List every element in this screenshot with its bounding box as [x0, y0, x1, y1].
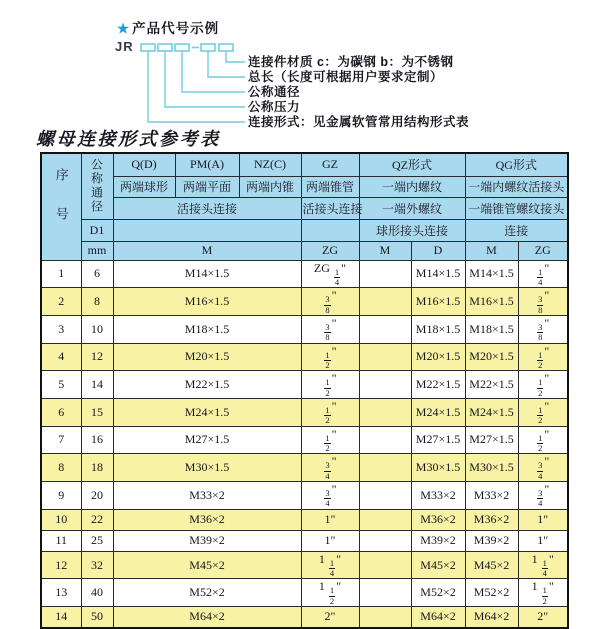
cell-dn: 20: [81, 482, 113, 510]
connector-material: [226, 51, 245, 62]
cell-dn: 50: [81, 607, 113, 628]
cell-dn: 18: [81, 454, 113, 482]
cell-qz-d: M27×1.5: [411, 426, 465, 454]
cell-qg-m: M64×2: [465, 607, 518, 628]
cell-dn: 15: [81, 398, 113, 426]
cell-seq: 7: [41, 426, 81, 454]
table-body: [41, 260, 568, 628]
cell-seq: 8: [41, 454, 81, 482]
connector-pressure: [165, 51, 245, 107]
cell-m: M30×1.5: [113, 454, 301, 482]
label-pressure: 公称压力: [248, 100, 301, 114]
code-example-heading: [117, 17, 219, 37]
code-box-1: [141, 44, 155, 51]
header-blank-gz: [301, 219, 359, 241]
connector-diameter: [182, 51, 245, 92]
cell-dn: 14: [81, 371, 113, 399]
table-row: [41, 288, 568, 316]
cell-seq: 2: [41, 288, 81, 316]
label-diameter: 公称通径: [248, 85, 301, 99]
cell-qz-m: [359, 551, 411, 579]
label-length: 总长（长度可根据用户要求定制）: [248, 70, 444, 84]
cell-m: M39×2: [113, 530, 301, 551]
cell-dn: 8: [81, 288, 113, 316]
cell-qz-m: [359, 315, 411, 343]
cell-qz-m: [359, 607, 411, 628]
cell-seq: 6: [41, 398, 81, 426]
cell-qz-d: M39×2: [411, 530, 465, 551]
cell-qg-zg: $\frac{3}{8}$ ": [518, 315, 568, 343]
cell-qg-m: M22×1.5: [465, 371, 518, 399]
cell-seq: 1: [41, 260, 81, 288]
cell-qz-d: M18×1.5: [411, 315, 465, 343]
cell-qg-zg: $\frac{3}{4}$ ": [518, 454, 568, 482]
code-box-2: [158, 44, 172, 51]
cell-gz-zg: 1": [301, 530, 359, 551]
cell-qg-m: M27×1.5: [465, 426, 518, 454]
cell-gz-zg: $\frac{3}{8}$ ": [301, 288, 359, 316]
table-row: [41, 454, 568, 482]
cell-qz-d: M33×2: [411, 482, 465, 510]
table-header: [41, 153, 568, 260]
cell-qz-m: [359, 426, 411, 454]
header-qg-desc2: 一端锥管螺纹接头: [465, 197, 568, 219]
cell-seq: 4: [41, 343, 81, 371]
cell-m: M33×2: [113, 482, 301, 510]
cell-gz-zg: $\frac{1}{2}$ ": [301, 343, 359, 371]
cell-qg-m: M20×1.5: [465, 343, 518, 371]
cell-seq: 14: [41, 607, 81, 628]
cell-qg-zg: $\frac{1}{2}$ ": [518, 343, 568, 371]
code-prefix: JR: [115, 39, 134, 54]
cell-qz-d: M30×1.5: [411, 454, 465, 482]
star-icon: ★: [117, 21, 131, 36]
header-qg-desc1: 一端内螺纹活接头: [465, 176, 568, 197]
cell-gz-zg: $\frac{3}{8}$ ": [301, 315, 359, 343]
cell-qg-m: M30×1.5: [465, 454, 518, 482]
table-row: [41, 371, 568, 399]
header-dn: 公称通径: [81, 153, 113, 219]
cell-qg-zg: 2": [518, 607, 568, 628]
cell-qg-zg: 1": [518, 509, 568, 530]
header-qg: QG形式: [465, 153, 568, 176]
cell-qz-d: M45×2: [411, 551, 465, 579]
code-box-4: [201, 44, 215, 51]
header-q-d: Q(D): [113, 153, 175, 176]
cell-qz-m: [359, 398, 411, 426]
header-qz-conn: 球形接头连接: [359, 219, 465, 241]
cell-qz-m: [359, 343, 411, 371]
cell-gz-zg: 1": [301, 509, 359, 530]
cell-qz-d: M16×1.5: [411, 288, 465, 316]
header-seq: 序号: [41, 153, 81, 260]
header-d1: D1: [81, 219, 113, 241]
cell-gz-zg: 1 $\frac{1}{2}$ ": [301, 579, 359, 607]
header-pm-a-desc: 两端平面: [175, 176, 239, 197]
cell-seq: 13: [41, 579, 81, 607]
header-qz: QZ形式: [359, 153, 465, 176]
cell-m: M14×1.5: [113, 260, 301, 288]
cell-seq: 11: [41, 530, 81, 551]
cell-qz-d: M64×2: [411, 607, 465, 628]
header-qg-zg: ZG: [518, 241, 568, 260]
cell-m: M52×2: [113, 579, 301, 607]
cell-qz-d: M24×1.5: [411, 398, 465, 426]
code-example-title: 产品代号示例: [132, 21, 220, 36]
label-material: 连接件材质 c：为碳钢 b：为不锈钢: [248, 55, 454, 69]
header-gz-conn: 活接头连接: [301, 197, 359, 219]
cell-m: M24×1.5: [113, 398, 301, 426]
header-mm: mm: [81, 241, 113, 260]
cell-qg-m: M18×1.5: [465, 315, 518, 343]
cell-qg-m: M45×2: [465, 551, 518, 579]
table-row: [41, 426, 568, 454]
cell-qg-m: M24×1.5: [465, 398, 518, 426]
cell-m: M27×1.5: [113, 426, 301, 454]
cell-m: M16×1.5: [113, 288, 301, 316]
table-title: 螺母连接形式参考表: [36, 129, 221, 149]
cell-qg-zg: $\frac{3}{4}$ ": [518, 482, 568, 510]
table-row: [41, 579, 568, 607]
header-qpn-conn: 活接头连接: [113, 197, 301, 219]
cell-dn: 16: [81, 426, 113, 454]
cell-m: M18×1.5: [113, 315, 301, 343]
label-form: 连接形式：见金属软管常用结构形式表: [248, 115, 470, 129]
header-m: M: [113, 241, 301, 260]
cell-qg-zg: $\frac{1}{4}$ ": [518, 260, 568, 288]
cell-qz-m: [359, 288, 411, 316]
cell-seq: 5: [41, 371, 81, 399]
cell-qg-zg: $\frac{1}{2}$ ": [518, 398, 568, 426]
header-q-d-desc: 两端球形: [113, 176, 175, 197]
cell-dn: 6: [81, 260, 113, 288]
cell-qg-m: M33×2: [465, 482, 518, 510]
cell-gz-zg: ZG $\frac{1}{4}$ ": [301, 260, 359, 288]
table-row: [41, 551, 568, 579]
table-row: [41, 607, 568, 628]
cell-m: M36×2: [113, 509, 301, 530]
header-blank-qpn: [113, 219, 301, 241]
header-qz-m: M: [359, 241, 411, 260]
cell-gz-zg: $\frac{3}{4}$ ": [301, 482, 359, 510]
cell-gz-zg: $\frac{1}{2}$ ": [301, 398, 359, 426]
cell-qg-zg: 1 $\frac{1}{2}$ ": [518, 579, 568, 607]
header-qz-desc1: 一端内螺纹: [359, 176, 465, 197]
table-row: [41, 260, 568, 288]
cell-seq: 12: [41, 551, 81, 579]
table-row: [41, 343, 568, 371]
code-box-3: [175, 44, 189, 51]
header-gz-desc: 两端锥管: [301, 176, 359, 197]
cell-qg-zg: $\frac{1}{2}$ ": [518, 426, 568, 454]
cell-m: M20×1.5: [113, 343, 301, 371]
cell-qz-m: [359, 530, 411, 551]
cell-dn: 40: [81, 579, 113, 607]
cell-qg-m: M36×2: [465, 509, 518, 530]
cell-seq: 10: [41, 509, 81, 530]
cell-qz-m: [359, 454, 411, 482]
cell-qz-d: M36×2: [411, 509, 465, 530]
cell-qz-m: [359, 579, 411, 607]
header-pm-a: PM(A): [175, 153, 239, 176]
table-row: [41, 509, 568, 530]
cell-gz-zg: $\frac{3}{4}$ ": [301, 454, 359, 482]
cell-qz-m: [359, 371, 411, 399]
cell-m: M45×2: [113, 551, 301, 579]
cell-dn: 10: [81, 315, 113, 343]
cell-qg-m: M52×2: [465, 579, 518, 607]
cell-m: M64×2: [113, 607, 301, 628]
cell-gz-zg: $\frac{1}{2}$ ": [301, 426, 359, 454]
cell-qz-d: M20×1.5: [411, 343, 465, 371]
cell-dn: 32: [81, 551, 113, 579]
header-qg-conn: 连接: [465, 219, 568, 241]
header-zg: ZG: [301, 241, 359, 260]
cell-gz-zg: $\frac{1}{2}$ ": [301, 371, 359, 399]
cell-qz-m: [359, 260, 411, 288]
cell-qg-m: M16×1.5: [465, 288, 518, 316]
header-gz: GZ: [301, 153, 359, 176]
cell-qg-zg: 1": [518, 530, 568, 551]
cell-qg-zg: 1 $\frac{1}{4}$ ": [518, 551, 568, 579]
cell-gz-zg: 2": [301, 607, 359, 628]
table-row: [41, 398, 568, 426]
cell-seq: 3: [41, 315, 81, 343]
cell-qz-d: M14×1.5: [411, 260, 465, 288]
header-qz-desc2: 一端外螺纹: [359, 197, 465, 219]
cell-gz-zg: 1 $\frac{1}{4}$ ": [301, 551, 359, 579]
table-row: [41, 530, 568, 551]
header-nz-c-desc: 两端内锥: [239, 176, 301, 197]
cell-qz-m: [359, 482, 411, 510]
cell-dn: 12: [81, 343, 113, 371]
cell-qg-m: M39×2: [465, 530, 518, 551]
code-box-5: [219, 44, 233, 51]
cell-qz-d: M52×2: [411, 579, 465, 607]
cell-seq: 9: [41, 482, 81, 510]
table-row: [41, 315, 568, 343]
cell-m: M22×1.5: [113, 371, 301, 399]
header-nz-c: NZ(C): [239, 153, 301, 176]
header-qz-d: D: [411, 241, 465, 260]
cell-qg-zg: $\frac{3}{8}$ ": [518, 288, 568, 316]
table-row: [41, 482, 568, 510]
cell-qg-m: M14×1.5: [465, 260, 518, 288]
cell-dn: 22: [81, 509, 113, 530]
header-qg-m: M: [465, 241, 518, 260]
cell-qz-d: M22×1.5: [411, 371, 465, 399]
nut-connection-table: [40, 152, 569, 629]
cell-dn: 25: [81, 530, 113, 551]
cell-qg-zg: $\frac{1}{2}$ ": [518, 371, 568, 399]
cell-qz-m: [359, 509, 411, 530]
